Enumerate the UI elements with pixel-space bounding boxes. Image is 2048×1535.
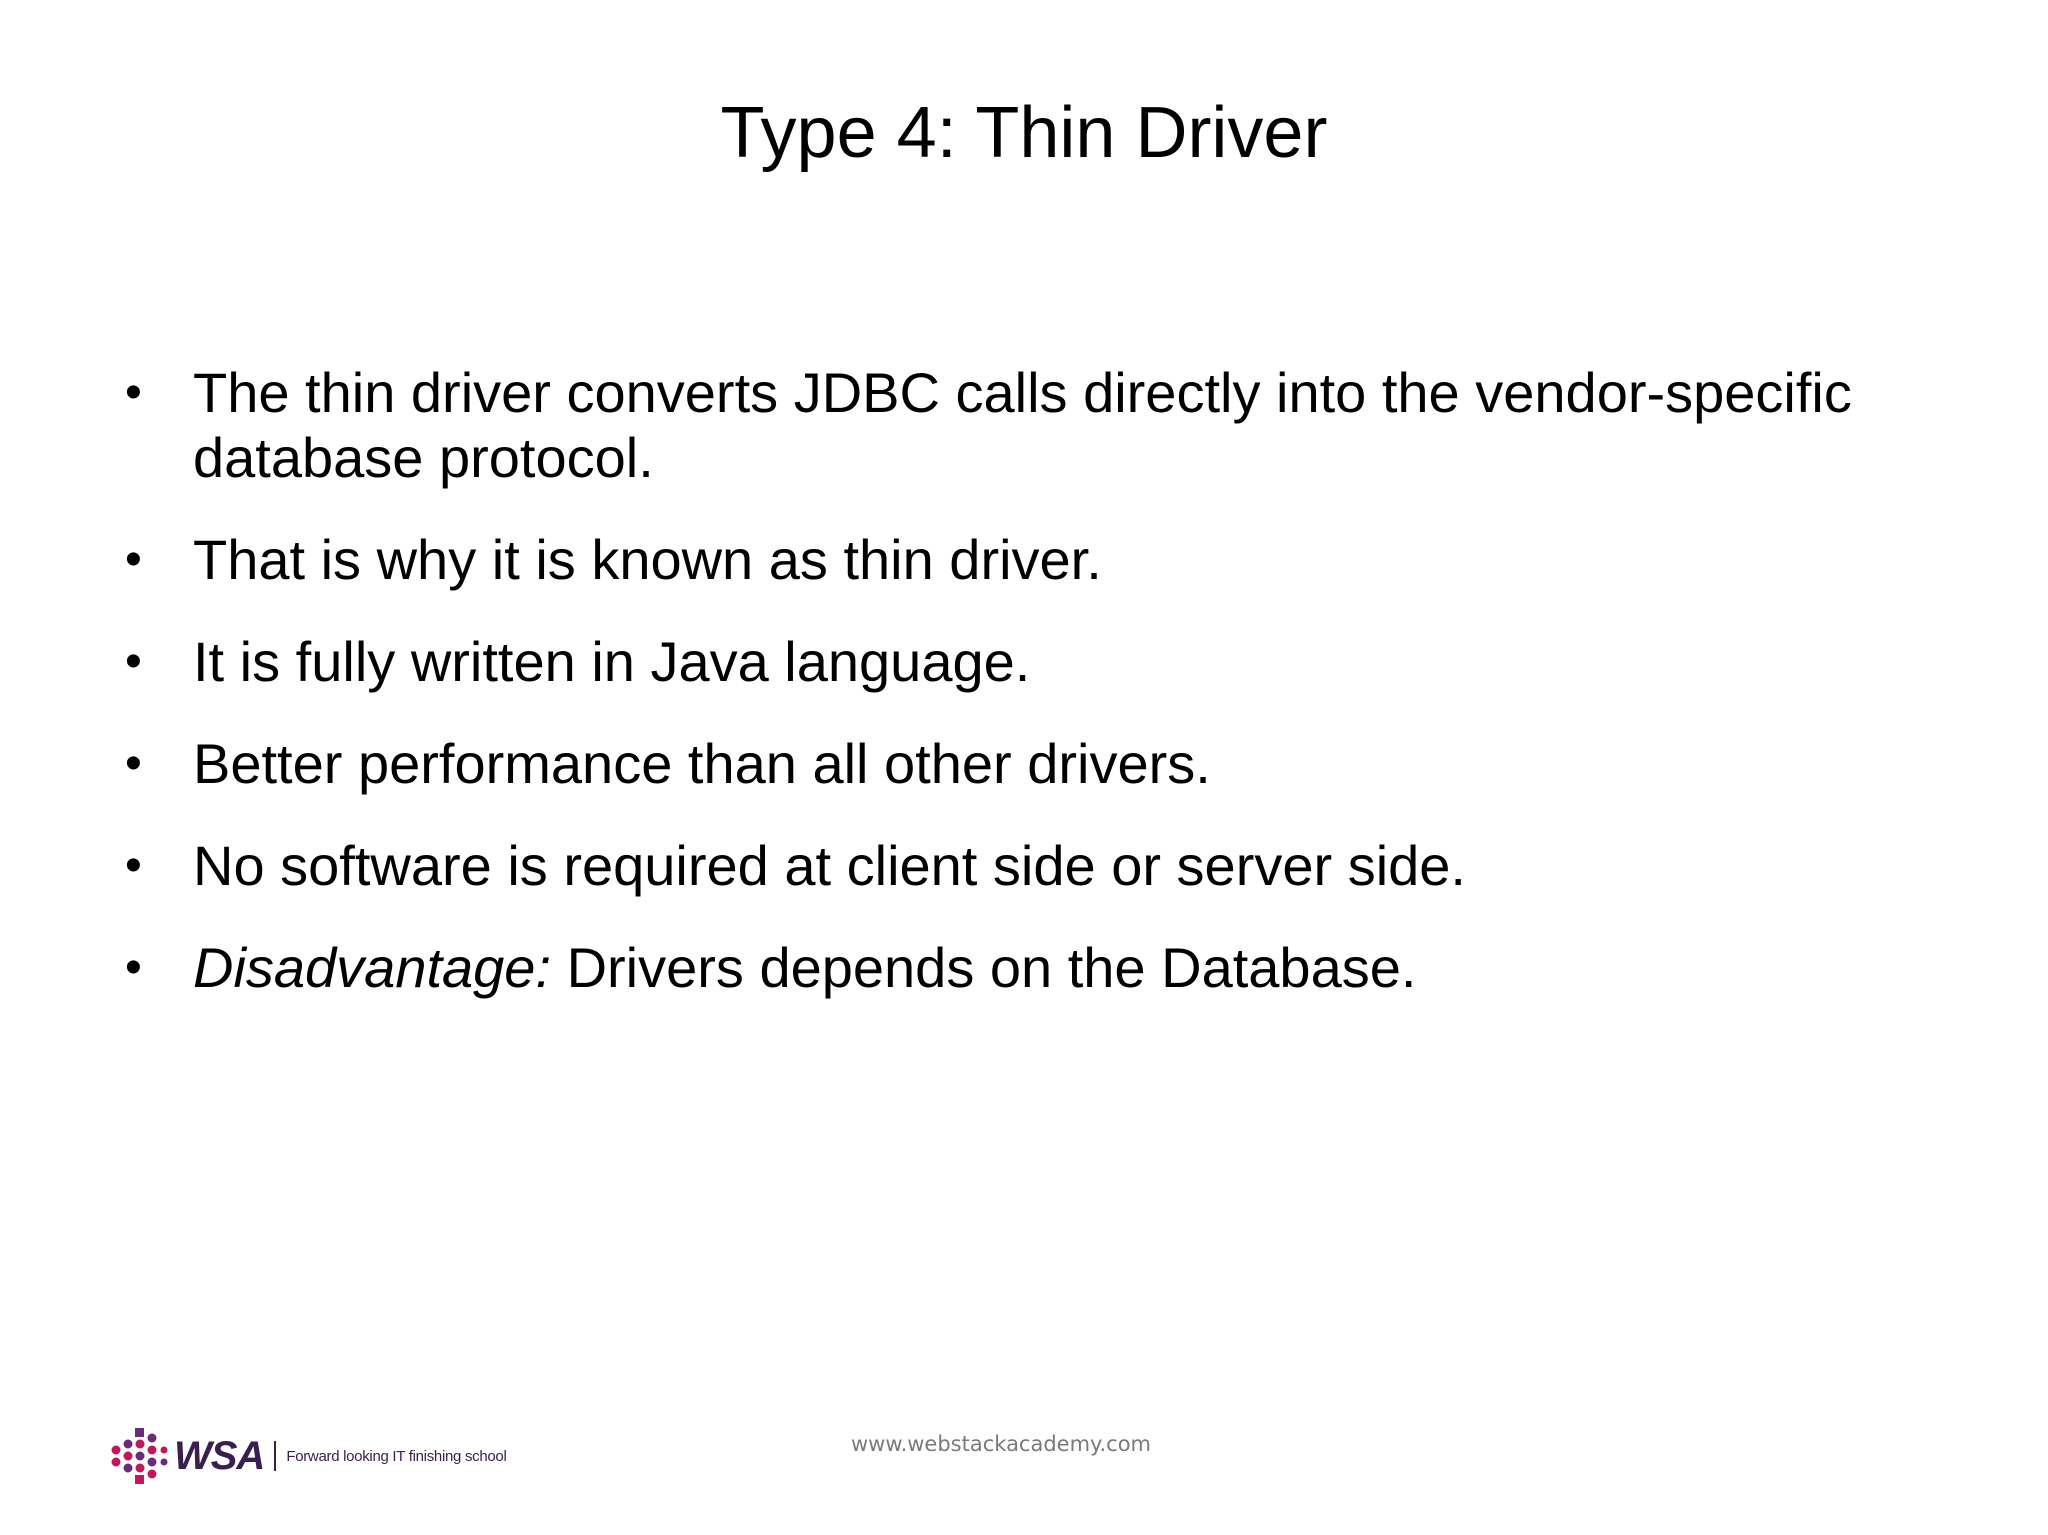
bullet-marker: • bbox=[125, 737, 142, 790]
list-item bbox=[120, 731, 1920, 796]
list-item bbox=[120, 360, 1920, 490]
bullet-marker: • bbox=[125, 366, 142, 419]
list-item bbox=[120, 527, 1920, 592]
bullet-text: It is fully written in Java language. bbox=[193, 630, 1031, 693]
bullet-list bbox=[120, 360, 1920, 1037]
bullet-marker: • bbox=[125, 635, 142, 688]
bullet-text: No software is required at client side or server side. bbox=[193, 834, 1466, 897]
bullet-text: That is why it is known as thin driver. bbox=[193, 528, 1102, 591]
bullet-text: Drivers depends on the Database. bbox=[551, 936, 1417, 999]
bullet-text: The thin driver converts JDBC calls directly into the vendor-specific database protocol. bbox=[193, 361, 1852, 489]
list-item bbox=[120, 833, 1920, 898]
slide-title: Type 4: Thin Driver bbox=[720, 93, 1328, 173]
bullet-marker: • bbox=[125, 533, 142, 586]
list-item bbox=[120, 629, 1920, 694]
logo-wordmark: WSA bbox=[174, 1433, 265, 1478]
list-item bbox=[120, 935, 1920, 1000]
bullet-text: Better performance than all other drivers. bbox=[193, 732, 1211, 795]
bullet-marker: • bbox=[125, 839, 142, 892]
bullet-marker: • bbox=[125, 941, 142, 994]
footer-url: www.webstackacademy.com bbox=[850, 1432, 1152, 1456]
bullet-emphasis: Disadvantage: bbox=[193, 936, 552, 999]
logo-tagline: Forward looking IT finishing school bbox=[286, 1447, 507, 1465]
